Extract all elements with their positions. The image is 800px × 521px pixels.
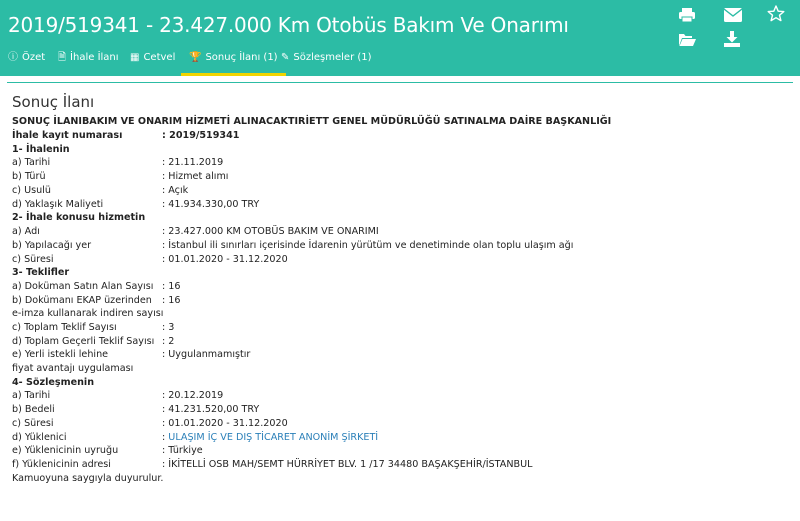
document-icon: 🗎 [58, 52, 67, 63]
row-label: f) Yüklenicinin adresi [12, 459, 111, 470]
row-label: c) Süresi [12, 254, 54, 265]
row-label: b) Yapılacağı yer [12, 240, 92, 251]
row-label: a) Tarihi [12, 157, 51, 168]
star-icon[interactable] [767, 5, 787, 23]
row-value: : 16 [162, 295, 181, 306]
section-heading: Sonuç İlanı [12, 93, 95, 111]
row-value: : 01.01.2020 - 31.12.2020 [162, 254, 288, 265]
print-icon[interactable] [678, 7, 698, 25]
row-label: a) Tarihi [12, 390, 51, 401]
tab-ozet[interactable]: ⓘ Özet [8, 46, 45, 73]
info-icon: ⓘ [8, 52, 18, 63]
section-label: 2- İhale konusu hizmetin [12, 212, 146, 223]
row-label: d) Toplam Geçerli Teklif Sayısı [12, 336, 155, 347]
row-label: b) Bedeli [12, 404, 55, 415]
row-value [162, 432, 378, 443]
closing-note: Kamuoyuna saygıyla duyurulur. [12, 473, 164, 484]
row-value: : Açık [162, 185, 189, 196]
row-value: : Türkiye [162, 445, 203, 456]
row-label: c) Usulü [12, 185, 51, 196]
row-value: : İKİTELLİ OSB MAH/SEMT HÜRRİYET BLV. 1 /17 34480 BAŞAKŞEHİR/İSTANBUL [162, 459, 533, 470]
envelope-icon[interactable] [724, 8, 744, 26]
row-value: : Hizmet alımı [162, 171, 229, 182]
row-value-prefix: : [162, 432, 169, 443]
edit-icon: ✎ [281, 52, 290, 63]
row-label: a) Adı [12, 226, 40, 237]
trophy-icon: 🏆 [189, 52, 202, 63]
row-value: : İstanbul ili sınırları içerisinde İdarenin yürütüm ve denetiminde olan toplu ulaşım ağı [162, 240, 574, 251]
row-label: d) Yaklaşık Maliyeti [12, 199, 104, 210]
row-label: b) Dokümanı EKAP üzerinden [12, 295, 152, 306]
announcement-title: SONUÇ İLANIBAKIM VE ONARIM HİZMETİ ALINACAKTIRİETT GENEL MÜDÜRLÜĞÜ SATINALMA DAİRE BAŞKANLIĞI [12, 116, 612, 127]
row-label: e) Yerli istekli lehine [12, 349, 109, 360]
app-header [0, 0, 800, 76]
row-value: : 16 [162, 281, 181, 292]
section-label: 1- İhalenin [12, 144, 70, 155]
row-value: : 3 [162, 322, 175, 333]
tab-sonuc-ilani[interactable]: 🏆 Sonuç İlanı (1) [181, 46, 286, 76]
row-value: : 23.427.000 KM OTOBÜS BAKIM VE ONARIMI [162, 226, 379, 237]
row-label: e-imza kullanarak indiren sayısı [12, 308, 164, 319]
section-divider [7, 82, 793, 83]
row-value: : Uygulanmamıştır [162, 349, 251, 360]
table-icon: ▦ [130, 52, 140, 63]
row-label: c) Süresi [12, 418, 54, 429]
row-value: : 21.11.2019 [162, 157, 224, 168]
row-value: : 20.12.2019 [162, 390, 224, 401]
folder-open-icon[interactable] [678, 33, 698, 51]
row-value: : 41.934.330,00 TRY [162, 199, 260, 210]
row-value: : 01.01.2020 - 31.12.2020 [162, 418, 288, 429]
page-title: 2019/519341 - 23.427.000 Km Otobüs Bakım Ve Onarımı [8, 13, 569, 37]
contractor-link[interactable]: ULAŞIM İÇ VE DIŞ TİCARET ANONİM ŞİRKETİ [168, 432, 379, 443]
row-label: fiyat avantajı uygulaması [12, 363, 134, 374]
row-label: e) Yüklenicinin uyruğu [12, 445, 119, 456]
row-label: c) Toplam Teklif Sayısı [12, 322, 117, 333]
row-value: : 2 [162, 336, 175, 347]
tab-ihale-ilani[interactable]: 🗎 İhale İlanı [58, 46, 119, 73]
row-label: d) Yüklenici [12, 432, 67, 443]
row-label: a) Doküman Satın Alan Sayısı [12, 281, 154, 292]
section-label: 3- Teklifler [12, 267, 70, 278]
download-icon[interactable] [724, 31, 744, 49]
section-label: 4- Sözleşmenin [12, 377, 95, 388]
tab-sozlesmeler[interactable]: ✎ Sözleşmeler (1) [281, 46, 372, 73]
row-value: : 41.231.520,00 TRY [162, 404, 260, 415]
row-value: : 2019/519341 [162, 130, 240, 141]
tab-cetvel[interactable]: ▦ Cetvel [130, 46, 175, 73]
row-label: İhale kayıt numarası [12, 130, 123, 141]
row-label: b) Türü [12, 171, 46, 182]
